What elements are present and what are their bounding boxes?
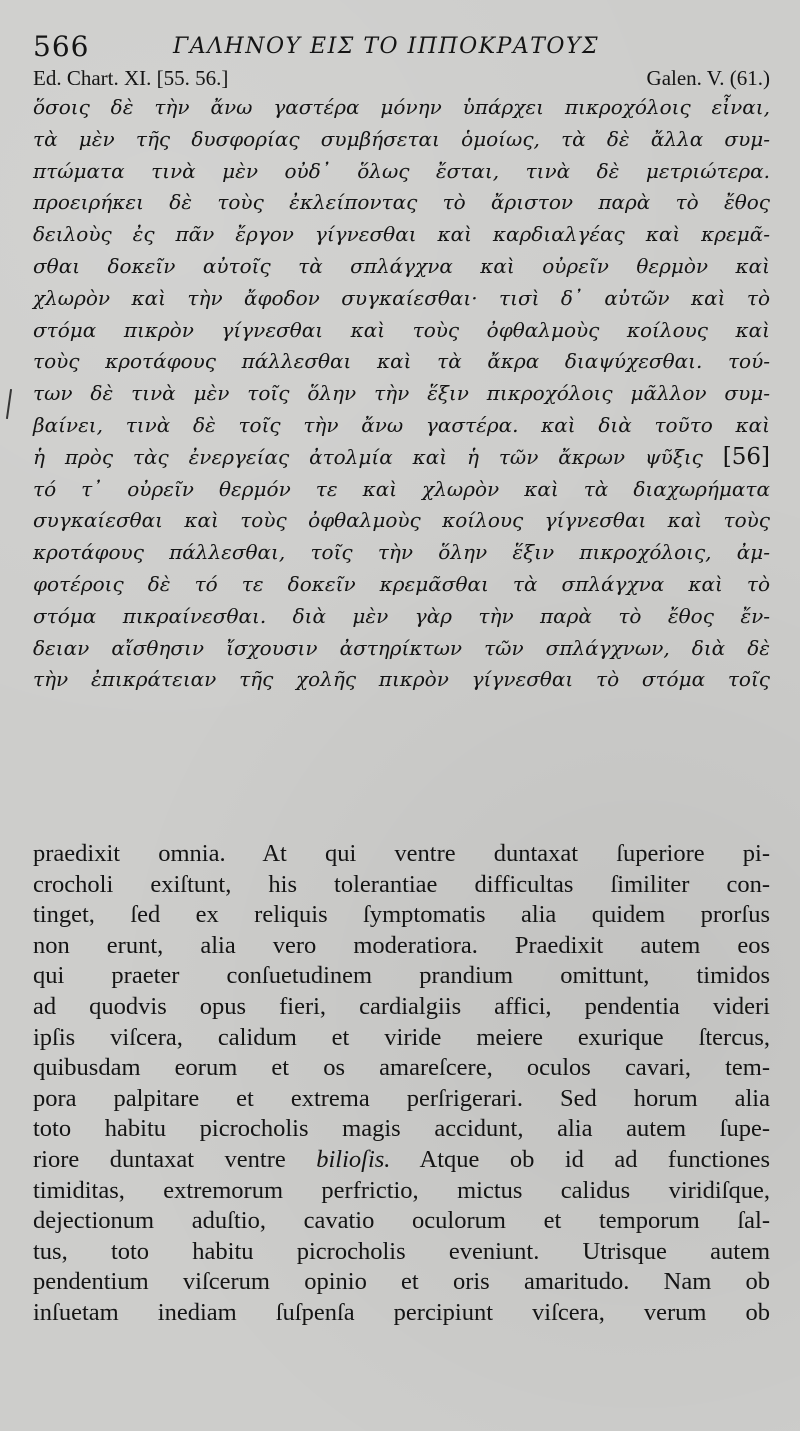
latin-line: crocholi exiſtunt, his tolerantiae difficultas ſimiliter con- (33, 870, 770, 898)
greek-line: συγκαίεσθαι καὶ τοὺς ὀφθαλμοὺς κοίλους γίγνεσθαι καὶ τοὺς (33, 508, 770, 533)
greek-line: των δὲ τινὰ μὲν τοῖς ὅλην τὴν ἕξιν πικροχόλοις μᾶλλον συμ- (33, 381, 770, 406)
latin-line: ad quodvis opus fieri, cardialgiis affici, pendentia videri (33, 992, 770, 1020)
latin-line: pendentium viſcerum opinio et oris amaritudo. Nam ob (33, 1268, 770, 1296)
greek-line: τὴν ἐπικράτειαν τῆς χολῆς πικρὸν γίγνεσθαι τὸ στόμα τοῖς (33, 667, 770, 692)
edition-galen-reference: Galen. V. (61.) (646, 66, 770, 90)
latin-text-block (33, 839, 770, 1329)
latin-line: non erunt, alia vero moderatiora. Praedixit autem eos (33, 931, 770, 959)
margin-pencil-mark (6, 389, 12, 419)
latin-line: quibusdam eorum et os amareſcere, oculos cavari, tem- (33, 1054, 770, 1082)
latin-line: tinget, ſed ex reliquis ſymptomatis alia quidem prorſus (33, 901, 770, 929)
greek-line: χλωρὸν καὶ τὴν ἄφοδον συγκαίεσθαι· τισὶ δ᾽ αὐτῶν καὶ τὸ (33, 285, 770, 310)
edition-reference-line (33, 66, 770, 92)
latin-line (33, 1145, 770, 1176)
latin-italic-word: bilioſis. (316, 1145, 391, 1173)
latin-line-continuation: Atque ob id ad functiones (419, 1145, 770, 1173)
greek-line: τοὺς κροτάφους πάλλεσθαι καὶ τὰ ἄκρα διαψύχεσθαι. τού- (33, 349, 770, 374)
greek-line-text: ἡ πρὸς τὰς ἐνεργείας ἀτολμία καὶ ἡ τῶν ἄκρων ψῦξις (33, 444, 703, 469)
latin-line: toto habitu picrocholis magis accidunt, alia autem ſupe- (33, 1115, 770, 1143)
greek-line: δειλοὺς ἐς πᾶν ἔργον γίγνεσθαι καὶ καρδιαλγέας καὶ κρεμᾶ- (33, 222, 770, 247)
latin-line: ipſis viſcera, calidum et viride meiere exurique ſtercus, (33, 1023, 770, 1051)
page-reference-marker: [56] (722, 443, 770, 470)
greek-line: δειαν αἴσθησιν ἴσχουσιν ἀστηρίκτων τῶν σπλάγχνων, διὰ δὲ (33, 635, 770, 660)
greek-line: βαίνει, τινὰ δὲ τοῖς τὴν ἄνω γαστέρα. καὶ διὰ τοῦτο καὶ (33, 412, 770, 437)
greek-line: φοτέροις δὲ τό τε δοκεῖν κρεμᾶσθαι τὰ σπλάγχνα καὶ τὸ (33, 571, 770, 596)
greek-line: στόμα πικρὸν γίγνεσθαι καὶ τοὺς ὀφθαλμοὺς κοίλους καὶ (33, 317, 770, 342)
latin-line: qui praeter conſuetudinem prandium omittunt, timidos (33, 962, 770, 990)
latin-line: praedixit omnia. At qui ventre duntaxat ſuperiore pi- (33, 840, 770, 867)
running-head (33, 26, 770, 66)
greek-line: σθαι δοκεῖν αὐτοῖς τὰ σπλάγχνα καὶ οὐρεῖν θερμὸν καὶ (33, 253, 770, 278)
latin-line: tus, toto habitu picrocholis eveniunt. Utrisque autem (33, 1237, 770, 1265)
latin-line-text: riore duntaxat ventre (33, 1145, 286, 1173)
greek-line: ὅσοις δὲ τὴν ἄνω γαστέρα μόνην ὑπάρχει πικροχόλοις εἶναι, (33, 95, 770, 119)
greek-line: τό τ᾽ οὐρεῖν θερμόν τε καὶ χλωρὸν καὶ τὰ διαχωρήματα (33, 476, 770, 501)
greek-line: προειρήκει δὲ τοὺς ἐκλείποντας τὸ ἄριστον παρὰ τὸ ἔθος (33, 190, 770, 215)
greek-line: κροτάφους πάλλεσθαι, τοῖς τὴν ὅλην ἕξιν πικροχόλοις, ἀμ- (33, 540, 770, 565)
page-title: ΓΑΛΗΝΟΥ ΕΙΣ ΤΟ ΙΠΠΟΚΡΑΤΟΥΣ (173, 34, 600, 59)
greek-line (33, 442, 770, 474)
edition-chart-reference: Ed. Chart. XI. [55. 56.] (33, 66, 229, 90)
greek-line: πτώματα τινὰ μὲν οὐδ᾽ ὅλως ἔσται, τινὰ δὲ μετριώτερα. (33, 158, 770, 183)
greek-line: στόμα πικραίνεσθαι. διὰ μὲν γὰρ τὴν παρὰ τὸ ἔθος ἔν- (33, 603, 770, 628)
latin-line: dejectionum aduſtio, cavatio oculorum et temporum ſal- (33, 1207, 770, 1235)
latin-line: pora palpitare et extrema perſrigerari. Sed horum alia (33, 1084, 770, 1112)
page-number: 566 (33, 30, 90, 63)
greek-line: τὰ μὲν τῆς δυσφορίας συμβήσεται ὁμοίως, τὰ δὲ ἄλλα συμ- (33, 126, 770, 151)
bleed-through-text (20, 790, 780, 825)
latin-line: inſuetam inediam ſuſpenſa percipiunt viſcera, verum ob (33, 1298, 770, 1326)
greek-text-block (33, 92, 770, 696)
latin-line: timiditas, extremorum perfrictio, mictus calidus viridiſque, (33, 1176, 770, 1204)
